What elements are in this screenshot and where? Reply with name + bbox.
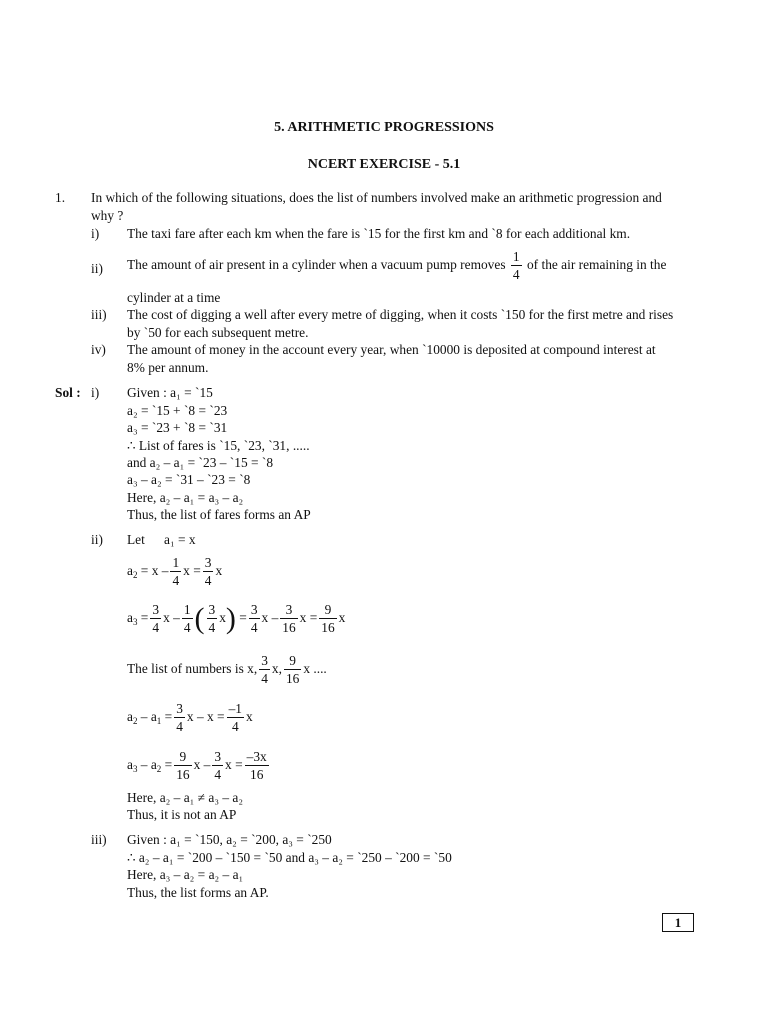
part-iv-label: iv) bbox=[91, 342, 106, 357]
solution-i-line4: ∴ List of fares is `15, `23, `31, ..... bbox=[127, 438, 310, 453]
question-text-line2: why ? bbox=[91, 208, 124, 223]
exercise-title: NCERT EXERCISE - 5.1 bbox=[307, 157, 461, 172]
solution-iii-line3: Here, a₃ – a₂ = a₂ – a₁ bbox=[127, 867, 244, 882]
solution-ii-a1: a₁ = x bbox=[164, 532, 196, 547]
solution-label: Sol : bbox=[55, 385, 81, 400]
part-ii-text-line2: cylinder at a time bbox=[127, 290, 221, 305]
solution-ii-here: Here, a₂ – a₁ ≠ a₃ – a₂ bbox=[127, 790, 243, 805]
part-iii-text-line2: by `50 for each subsequent metre. bbox=[127, 325, 309, 340]
page-title: 5. ARITHMETIC PROGRESSIONS bbox=[274, 120, 494, 135]
solution-i-line6: a₃ – a₂ = `31 – `23 = `8 bbox=[127, 472, 251, 487]
equation-a2: $a_2 = x$ – $\frac{1}{4}$ x = $\frac{3}{4}$ x bbox=[127, 555, 223, 589]
solution-ii-thus: Thus, it is not an AP bbox=[127, 807, 237, 822]
solution-i-line1: Given : a₁ = `15 bbox=[127, 385, 213, 400]
part-ii-label: ii) bbox=[91, 261, 103, 276]
solution-i-line3: a₃ = `23 + `8 = `31 bbox=[127, 420, 228, 435]
solution-i-label: i) bbox=[91, 385, 100, 400]
solution-ii-label: ii) bbox=[91, 532, 103, 547]
equation-a2-minus-a1: $a_2 - a_1$ = $\frac{3}{4}$ x – x = $\frac{-1}{4}$ x bbox=[127, 701, 253, 735]
part-iii-label: iii) bbox=[91, 307, 107, 322]
part-iii-text-line1: The cost of digging a well after every metre of digging, when it costs `150 for the first metre and rises bbox=[127, 307, 674, 322]
solution-i-line2: a₂ = `15 + `8 = `23 bbox=[127, 403, 228, 418]
page-number: 1 bbox=[662, 913, 694, 932]
equation-a3-minus-a2: $a_3 - a_2$ = $\frac{9}{16}$ x – $\frac{3}{4}$ x = $\frac{-3x}{16}$ bbox=[127, 749, 267, 783]
solution-iii-line2: ∴ a₂ – a₁ = `200 – `150 = `50 and a₃ – a₂ = `250 – `200 = `50 bbox=[127, 850, 452, 865]
solution-iii-label: iii) bbox=[91, 832, 107, 847]
part-iv-text-line2: 8% per annum. bbox=[127, 360, 209, 375]
solution-iii-line4: Thus, the list forms an AP. bbox=[127, 885, 269, 900]
question-text-line1: In which of the following situations, does the list of numbers involved make an arithmetic progression and bbox=[91, 190, 662, 205]
solution-ii-let: Let bbox=[127, 532, 145, 547]
list-of-numbers: The list of numbers is x, $\frac{3}{4}$ x, $\frac{9}{16}$ x .... bbox=[127, 653, 327, 687]
question-number: 1. bbox=[55, 190, 66, 205]
solution-iii-line1: Given : a₁ = `150, a₂ = `200, a₃ = `250 bbox=[127, 832, 332, 847]
part-i-label: i) bbox=[91, 226, 100, 241]
equation-a3: $a_3$ = $\frac{3}{4}$ x – $\frac{1}{4}$ ( $\frac{3}{4}$ x) = $\frac{3}{4}$ x – $\frac{3}{16}$ x = $\frac{9}{16}$ x bbox=[127, 601, 346, 636]
solution-i-line7: Here, a₂ – a₁ = a₃ – a₂ bbox=[127, 490, 244, 505]
part-i-text: The taxi fare after each km when the fare is `15 for the first km and `8 for each additional km. bbox=[127, 226, 631, 241]
solution-i-line5: and a₂ – a₁ = `23 – `15 = `8 bbox=[127, 455, 274, 470]
fraction-one-quarter: $\frac{1}{4}$ bbox=[512, 249, 520, 283]
part-ii-text: The amount of air present in a cylinder when a vacuum pump removes $\frac{1}{4}$ of the air remaining in the bbox=[127, 249, 667, 283]
part-iv-text-line1: The amount of money in the account every year, when `10000 is deposited at compound interest at bbox=[127, 342, 656, 357]
solution-i-line8: Thus, the list of fares forms an AP bbox=[127, 507, 311, 522]
